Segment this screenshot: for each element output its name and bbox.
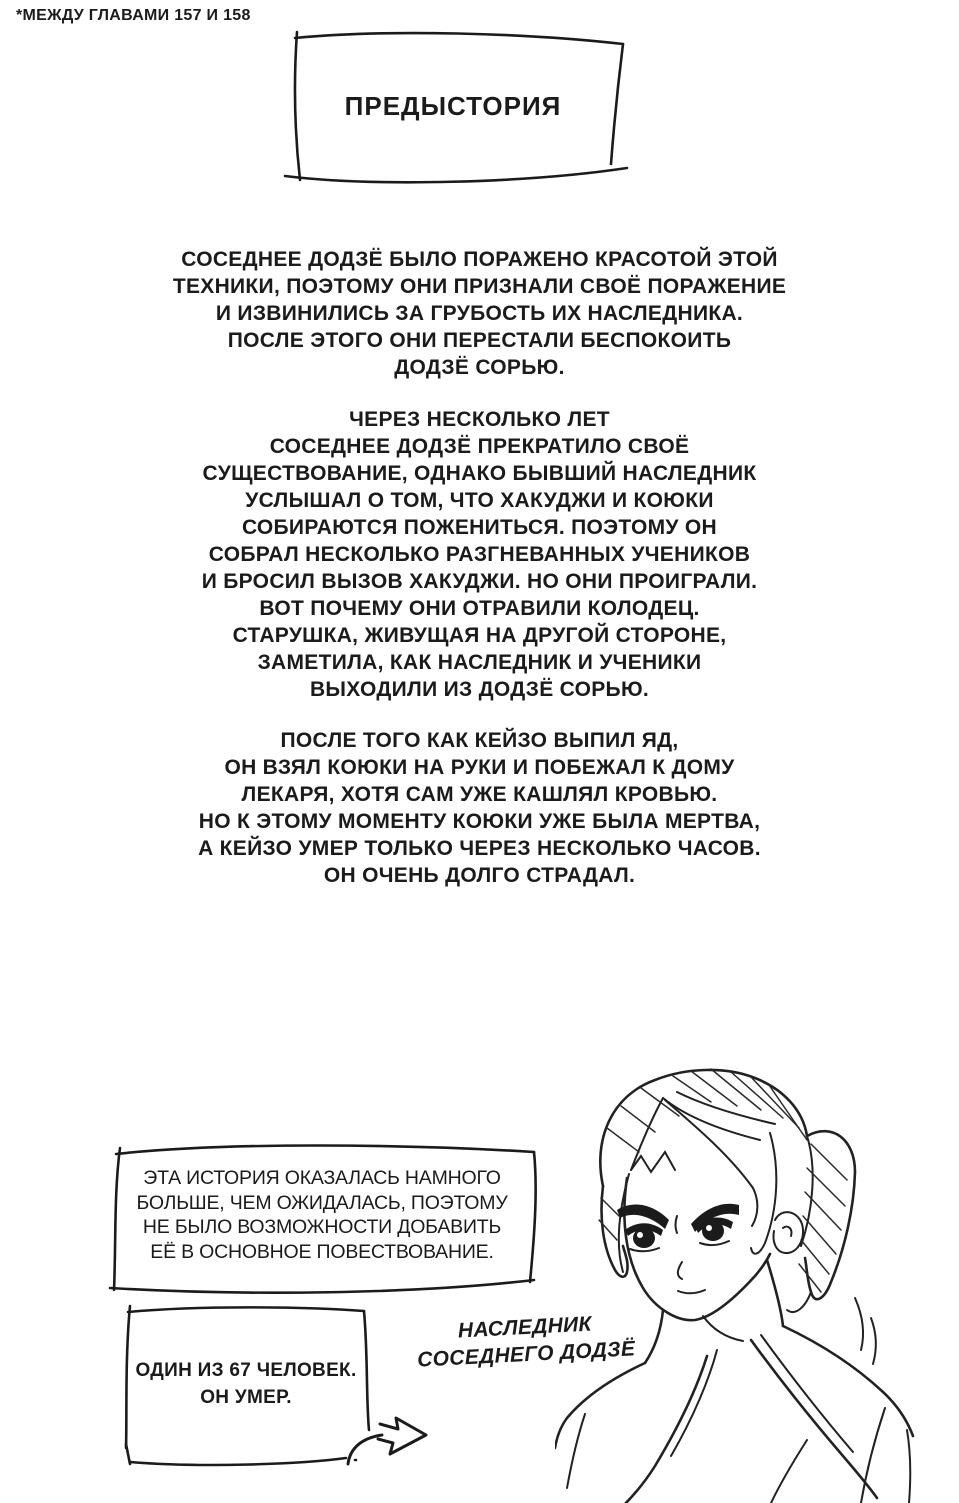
paragraph-line: ПОСЛЕ ЭТОГО ОНИ ПЕРЕСТАЛИ БЕСПОКОИТЬ	[227, 329, 732, 352]
note-line: ЕЁ В ОСНОВНОЕ ПОВЕСТВОВАНИЕ.	[150, 1240, 494, 1263]
paragraph-line: И БРОСИЛ ВЫЗОВ ХАКУДЖИ. НО ОНИ ПРОИГРАЛИ.	[201, 570, 758, 593]
caption-line: НАСЛЕДНИК	[457, 1312, 593, 1343]
paragraph-line: ТЕХНИКИ, ПОЭТОМУ ОНИ ПРИЗНАЛИ СВОЁ ПОРАЖЕНИЕ	[172, 275, 787, 298]
paragraph-line: СОБРАЛ НЕСКОЛЬКО РАЗГНЕВАННЫХ УЧЕНИКОВ	[208, 543, 751, 566]
paragraph-line: ВЫХОДИЛИ ИЗ ДОДЗЁ СОРЬЮ.	[309, 678, 650, 701]
paragraph-line: ЗАМЕТИЛА, КАК НАСЛЕДНИК И УЧЕНИКИ	[257, 651, 702, 674]
character-sketch	[555, 1058, 959, 1503]
note-line: НЕ БЫЛО ВОЗМОЖНОСТИ ДОБАВИТЬ	[142, 1216, 502, 1238]
paragraph-line: ПОСЛЕ ТОГО КАК КЕЙЗО ВЫПИЛ ЯД,	[280, 729, 679, 752]
paragraph-line: СОСЕДНЕЕ ДОДЗЁ БЫЛО ПОРАЖЕНО КРАСОТОЙ ЭТОЙ	[181, 248, 778, 271]
paragraph-line: ЛЕКАРЯ, ХОТЯ САМ УЖЕ КАШЛЯЛ КРОВЬЮ.	[241, 783, 718, 806]
caption-line: СОСЕДНЕГО ДОДЗЁ	[416, 1337, 636, 1372]
paragraph-line: ЧЕРЕЗ НЕСКОЛЬКО ЛЕТ	[349, 408, 610, 431]
chapter-note: *МЕЖДУ ГЛАВАМИ 157 И 158	[16, 7, 251, 24]
paragraph-line: СТАРУШКА, ЖИВУЩАЯ НА ДРУГОЙ СТОРОНЕ,	[232, 624, 727, 647]
paragraph-line: СУЩЕСТВОВАНИЕ, ОДНАКО БЫВШИЙ НАСЛЕДНИК	[202, 462, 757, 485]
note-line: ЭТА ИСТОРИЯ ОКАЗАЛАСЬ НАМНОГО	[143, 1167, 501, 1189]
paragraph-line: СОБИРАЮТСЯ ПОЖЕНИТЬСЯ. ПОЭТОМУ ОН	[241, 516, 718, 539]
paragraph-line: А КЕЙЗО УМЕР ТОЛЬКО ЧЕРЕЗ НЕСКОЛЬКО ЧАСОВ.	[198, 837, 761, 860]
paragraph-line: СОСЕДНЕЕ ДОДЗЁ ПРЕКРАТИЛО СВОЁ	[269, 435, 690, 458]
paragraph-line: УСЛЫШАЛ О ТОМ, ЧТО ХАКУДЖИ И КОЮКИ	[245, 489, 714, 512]
note-box-1	[106, 1136, 538, 1294]
note-box-1-text	[106, 1136, 538, 1294]
paragraph-line: ОН ВЗЯЛ КОЮКИ НА РУКИ И ПОБЕЖАЛ К ДОМУ	[224, 756, 735, 779]
paragraph-line: ДОДЗЁ СОРЬЮ.	[394, 356, 565, 379]
paragraph-line: НО К ЭТОМУ МОМЕНТУ КОЮКИ УЖЕ БЫЛА МЕРТВА,	[198, 810, 761, 833]
note-line: ОДИН ИЗ 67 ЧЕЛОВЕК.	[135, 1360, 357, 1381]
title-box	[283, 30, 623, 182]
note-line: БОЛЬШЕ, ЧЕМ ОЖИДАЛАСЬ, ПОЭТОМУ	[136, 1191, 508, 1214]
story-paragraph-2	[0, 406, 959, 703]
story-paragraph-3	[0, 727, 959, 889]
page-title: ПРЕДЫСТОРИЯ	[344, 90, 562, 121]
pointer-arrow-icon	[338, 1402, 438, 1477]
paragraph-line: ВОТ ПОЧЕМУ ОНИ ОТРАВИЛИ КОЛОДЕЦ.	[259, 597, 700, 620]
paragraph-line: ОН ОЧЕНЬ ДОЛГО СТРАДАЛ.	[323, 864, 636, 887]
story-paragraph-1	[0, 246, 959, 381]
paragraph-line: И ИЗВИНИЛИСЬ ЗА ГРУБОСТЬ ИХ НАСЛЕДНИКА.	[215, 302, 744, 325]
note-line: ОН УМЕР.	[200, 1387, 292, 1408]
